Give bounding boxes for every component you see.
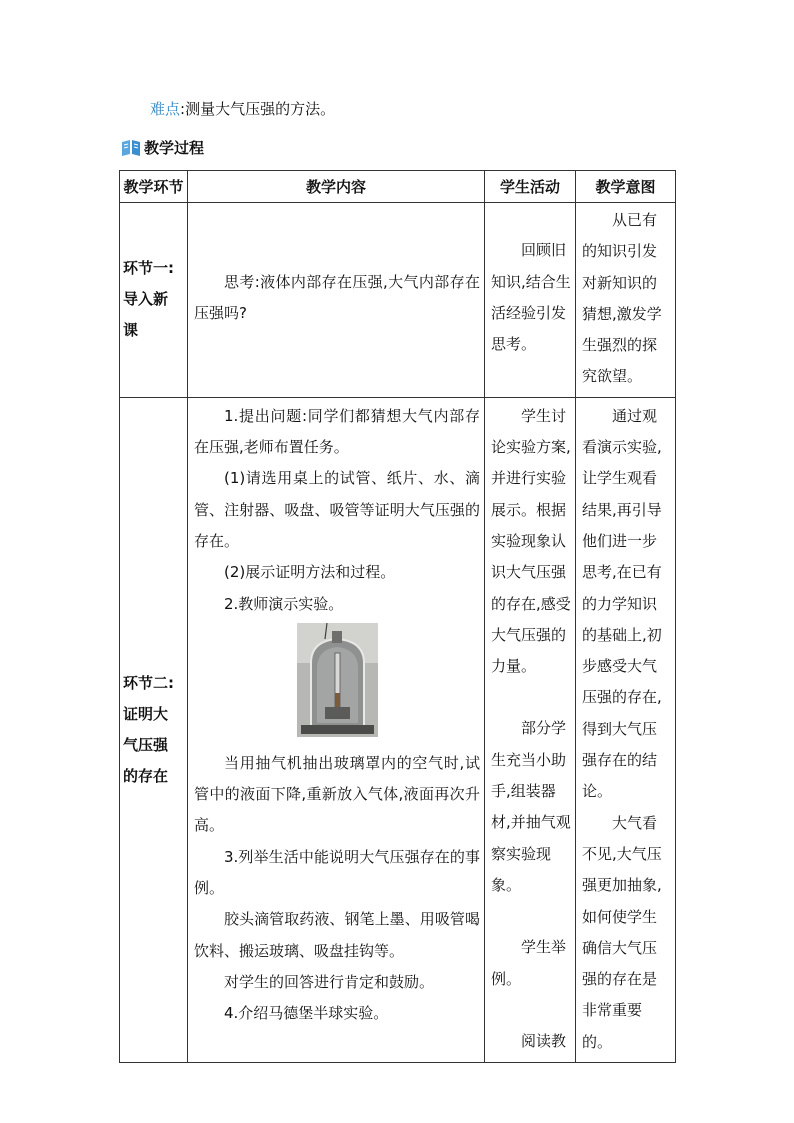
- header-intent: 教学意图: [576, 171, 676, 203]
- stage-text: 的存在: [123, 766, 169, 785]
- content-paragraph: 对学生的回答进行肯定和鼓励。: [224, 972, 435, 991]
- header-activity: 学生活动: [485, 171, 576, 203]
- activity-paragraph: 部分学生充当小助手,组装器材,并抽气观察实验现象。: [491, 719, 571, 894]
- stage-cell: [120, 397, 188, 1062]
- intent-cell: [576, 397, 676, 1062]
- photo-container: [194, 620, 480, 748]
- stage-text: 课: [123, 321, 139, 340]
- intent-paragraph: 从已有的知识引发对新知识的猜想,激发学生强烈的探究欲望。: [582, 211, 662, 386]
- section-heading: [120, 137, 204, 158]
- content-paragraph: 当用抽气机抽出玻璃罩内的空气时,试管中的液面下降,重新放入气体,液面再次升高。: [194, 753, 480, 835]
- difficulty-label: 难点: [150, 100, 181, 118]
- difficulty-colon: :: [180, 100, 186, 118]
- stage-text: 导入新: [123, 290, 169, 309]
- content-paragraph: 1.提出问题:同学们都猜想大气内部存在压强,老师布置任务。: [194, 406, 480, 457]
- bell-jar-experiment-photo: [297, 623, 378, 737]
- activity-paragraph: 学生举例。: [491, 938, 567, 988]
- table-row: [120, 397, 676, 1062]
- teaching-process-table: [119, 170, 676, 1063]
- stage-cell: [120, 203, 188, 398]
- activity-paragraph: 学生讨论实验方案,并进行实验展示。根据实验现象认识大气压强的存在,感受大气压强的力量。: [491, 406, 571, 676]
- intent-paragraph: 通过观看演示实验,让学生观看结果,再引导他们进一步思考,在已有的力学知识的基础上,初步感受大气压强的存在,得到大气压强存在的结论。: [582, 406, 662, 801]
- stage-text: 证明大: [123, 704, 169, 723]
- difficulty-line: [150, 99, 335, 119]
- difficulty-text: 测量大气压强的方法。: [185, 100, 336, 118]
- stage-text: 气压强: [123, 735, 169, 754]
- stage-text: 环节一:: [123, 259, 174, 278]
- activity-cell: [485, 203, 576, 398]
- activity-paragraph: 阅读教: [521, 1031, 567, 1050]
- activity-paragraph: 回顾旧知识,结合生活经验引发思考。: [491, 241, 571, 354]
- stage-text: 环节二:: [123, 673, 174, 692]
- header-stage: 教学环节: [120, 171, 188, 203]
- activity-cell: [485, 397, 576, 1062]
- content-paragraph: 4.介绍马德堡半球实验。: [224, 1004, 389, 1023]
- book-icon: [120, 139, 142, 157]
- content-paragraph: 思考:液体内部存在压强,大气内部存在压强吗?: [194, 272, 480, 322]
- table-header-row: [120, 171, 676, 203]
- content-paragraph: 2.教师演示实验。: [224, 594, 344, 613]
- header-content: 教学内容: [188, 171, 485, 203]
- intent-cell: [576, 203, 676, 398]
- content-cell: [188, 397, 485, 1062]
- content-paragraph: 胶头滴管取药液、钢笔上墨、用吸管喝饮料、搬运玻璃、吸盘挂钩等。: [194, 910, 480, 960]
- section-title: 教学过程: [144, 139, 205, 157]
- content-paragraph: 3.列举生活中能说明大气压强存在的事例。: [194, 847, 480, 898]
- content-paragraph: (1)请选用桌上的试管、纸片、水、滴管、注射器、吸盘、吸管等证明大气压强的存在。: [194, 469, 480, 550]
- intent-paragraph: 大气看不见,大气压强更加抽象,如何使学生确信大气压强的存在是非常重要的。: [582, 813, 662, 1051]
- content-cell: [188, 203, 485, 398]
- table-row: [120, 203, 676, 398]
- content-paragraph: (2)展示证明方法和过程。: [224, 563, 396, 582]
